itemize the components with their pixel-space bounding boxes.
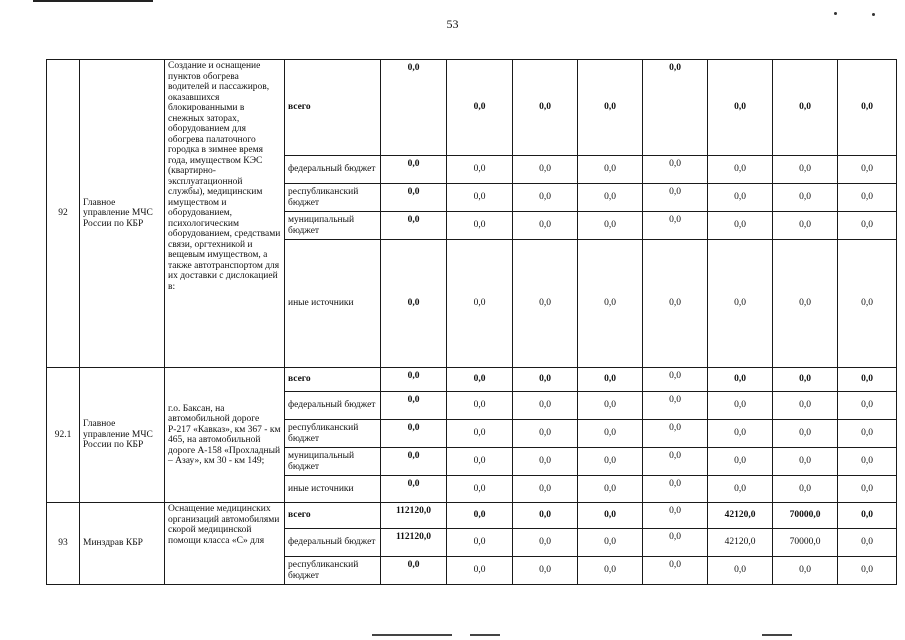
amount-cell: 0,0	[838, 368, 897, 392]
amount-cell: 0,0	[838, 60, 897, 156]
amount-cell: 0,0	[513, 156, 578, 184]
amount-cell: 0,0	[578, 529, 643, 557]
amount-cell: 0,0	[773, 476, 838, 503]
activity-cell: Оснащение медицинских организаций автомобилями скорой медицинской помощи класса «С» для	[165, 503, 285, 585]
source-republican: республиканский бюджет	[285, 420, 381, 448]
amount-cell: 0,0	[773, 392, 838, 420]
source-republican: республиканский бюджет	[285, 557, 381, 585]
amount-cell: 0,0	[578, 557, 643, 585]
executor-cell: Минздрав КБР	[80, 503, 165, 585]
scan-artifact-line	[33, 0, 153, 2]
amount-cell: 0,0	[447, 60, 513, 156]
amount-cell: 0,0	[578, 212, 643, 240]
amount-cell: 0,0	[578, 60, 643, 156]
table-row	[47, 368, 897, 392]
amount-cell: 0,0	[513, 448, 578, 476]
amount-cell: 0,0	[773, 448, 838, 476]
amount-cell: 0,0	[838, 557, 897, 585]
amount-cell: 0,0	[838, 240, 897, 368]
amount-cell: 0,0	[838, 392, 897, 420]
activity-cell: г.о. Баксан, на автомобильной дороге Р-217 «Кавказ», км 367 - км 465, на автомобильной дороге А-158 «Прохладный – Азау», км 30 - км 149;	[165, 368, 285, 503]
amount-cell: 0,0	[773, 240, 838, 368]
amount-cell: 0,0	[708, 392, 773, 420]
amount-cell: 0,0	[838, 184, 897, 212]
amount-cell: 0,0	[773, 557, 838, 585]
executor-cell: Главное управление МЧС России по КБР	[80, 368, 165, 503]
amount-cell: 0,0	[708, 184, 773, 212]
amount-cell: 0,0	[708, 557, 773, 585]
amount-cell: 0,0	[838, 212, 897, 240]
amount-cell: 0,0	[513, 212, 578, 240]
source-republican: республиканский бюджет	[285, 184, 381, 212]
amount-cell: 0,0	[513, 60, 578, 156]
amount-cell: 0,0	[838, 156, 897, 184]
source-federal: федеральный бюджет	[285, 392, 381, 420]
amount-cell: 0,0	[513, 392, 578, 420]
amount-cell: 0,0	[381, 448, 447, 476]
amount-cell: 0,0	[578, 156, 643, 184]
amount-cell: 0,0	[381, 184, 447, 212]
amount-cell: 0,0	[381, 212, 447, 240]
amount-cell: 0,0	[773, 156, 838, 184]
amount-cell: 0,0	[381, 156, 447, 184]
amount-cell: 0,0	[773, 212, 838, 240]
amount-cell: 0,0	[643, 240, 708, 368]
amount-cell: 0,0	[643, 368, 708, 392]
amount-cell: 0,0	[513, 240, 578, 368]
amount-cell: 0,0	[708, 156, 773, 184]
amount-cell: 42120,0	[708, 529, 773, 557]
amount-cell: 0,0	[708, 240, 773, 368]
amount-cell: 0,0	[513, 476, 578, 503]
amount-cell: 0,0	[447, 529, 513, 557]
source-total: всего	[285, 368, 381, 392]
amount-cell: 0,0	[643, 60, 708, 156]
amount-cell: 0,0	[447, 392, 513, 420]
amount-cell: 0,0	[578, 420, 643, 448]
amount-cell: 0,0	[447, 156, 513, 184]
amount-cell: 0,0	[708, 368, 773, 392]
amount-cell: 0,0	[447, 476, 513, 503]
amount-cell: 0,0	[708, 476, 773, 503]
amount-cell: 0,0	[447, 212, 513, 240]
amount-cell: 0,0	[447, 503, 513, 529]
amount-cell: 0,0	[838, 448, 897, 476]
amount-cell: 0,0	[381, 240, 447, 368]
amount-cell: 0,0	[381, 557, 447, 585]
amount-cell: 0,0	[838, 476, 897, 503]
amount-cell: 0,0	[578, 392, 643, 420]
amount-cell: 0,0	[708, 212, 773, 240]
amount-cell: 0,0	[447, 420, 513, 448]
amount-cell: 0,0	[578, 184, 643, 212]
row-number: 92.1	[47, 368, 80, 503]
amount-cell: 0,0	[643, 156, 708, 184]
amount-cell: 112120,0	[381, 503, 447, 529]
scan-artifact-line	[762, 634, 792, 636]
amount-cell: 0,0	[447, 448, 513, 476]
amount-cell: 0,0	[578, 503, 643, 529]
amount-cell: 0,0	[447, 368, 513, 392]
amount-cell: 0,0	[773, 420, 838, 448]
amount-cell: 0,0	[773, 184, 838, 212]
amount-cell: 0,0	[381, 392, 447, 420]
amount-cell: 0,0	[643, 212, 708, 240]
amount-cell: 70000,0	[773, 529, 838, 557]
amount-cell: 0,0	[513, 184, 578, 212]
amount-cell: 0,0	[447, 240, 513, 368]
amount-cell: 0,0	[578, 240, 643, 368]
scan-artifact-dot	[834, 12, 837, 15]
source-other: иные источники	[285, 240, 381, 368]
amount-cell: 0,0	[643, 184, 708, 212]
amount-cell: 0,0	[838, 420, 897, 448]
source-municipal: муниципальный бюджет	[285, 448, 381, 476]
amount-cell: 0,0	[578, 476, 643, 503]
executor-cell: Главное управление МЧС России по КБР	[80, 60, 165, 368]
amount-cell: 0,0	[708, 420, 773, 448]
source-federal: федеральный бюджет	[285, 156, 381, 184]
amount-cell: 0,0	[447, 184, 513, 212]
amount-cell: 0,0	[643, 392, 708, 420]
amount-cell: 0,0	[381, 60, 447, 156]
amount-cell: 0,0	[708, 60, 773, 156]
amount-cell: 0,0	[513, 529, 578, 557]
amount-cell: 112120,0	[381, 529, 447, 557]
amount-cell: 0,0	[643, 557, 708, 585]
scan-artifact-dot	[872, 13, 875, 16]
amount-cell: 42120,0	[708, 503, 773, 529]
budget-table	[46, 59, 897, 585]
activity-cell: Создание и оснащение пунктов обогрева водителей и пассажиров, оказавшихся блокированными в снежных заторах, оборудованием для обогрева палаточного городка в зимнее время года, имуществом КЭС (квартирно-эксплуатационной службы), медицинским имуществом и оборудованием, психологическим оборудованием, средствами связи, оргтехникой и вещевым имуществом, а также автотранспортом для их доставки с дислокацией в:	[165, 60, 285, 368]
row-number: 93	[47, 503, 80, 585]
amount-cell: 0,0	[773, 368, 838, 392]
amount-cell: 0,0	[513, 557, 578, 585]
amount-cell: 0,0	[838, 529, 897, 557]
amount-cell: 0,0	[838, 503, 897, 529]
amount-cell: 0,0	[381, 420, 447, 448]
amount-cell: 0,0	[381, 476, 447, 503]
amount-cell: 0,0	[513, 420, 578, 448]
amount-cell: 0,0	[381, 368, 447, 392]
amount-cell: 0,0	[578, 368, 643, 392]
amount-cell: 0,0	[643, 476, 708, 503]
source-municipal: муниципальный бюджет	[285, 212, 381, 240]
source-total: всего	[285, 60, 381, 156]
amount-cell: 0,0	[513, 368, 578, 392]
amount-cell: 0,0	[643, 529, 708, 557]
table-row	[47, 503, 897, 529]
amount-cell: 0,0	[643, 420, 708, 448]
scan-artifact-line	[470, 634, 500, 636]
source-federal: федеральный бюджет	[285, 529, 381, 557]
source-total: всего	[285, 503, 381, 529]
amount-cell: 0,0	[643, 448, 708, 476]
amount-cell: 0,0	[513, 503, 578, 529]
page-number: 53	[446, 17, 459, 31]
amount-cell: 0,0	[643, 503, 708, 529]
table-row	[47, 60, 897, 156]
amount-cell: 0,0	[447, 557, 513, 585]
row-number: 92	[47, 60, 80, 368]
amount-cell: 0,0	[708, 448, 773, 476]
amount-cell: 0,0	[773, 60, 838, 156]
source-other: иные источники	[285, 476, 381, 503]
amount-cell: 70000,0	[773, 503, 838, 529]
scan-artifact-line	[372, 634, 452, 636]
amount-cell: 0,0	[578, 448, 643, 476]
